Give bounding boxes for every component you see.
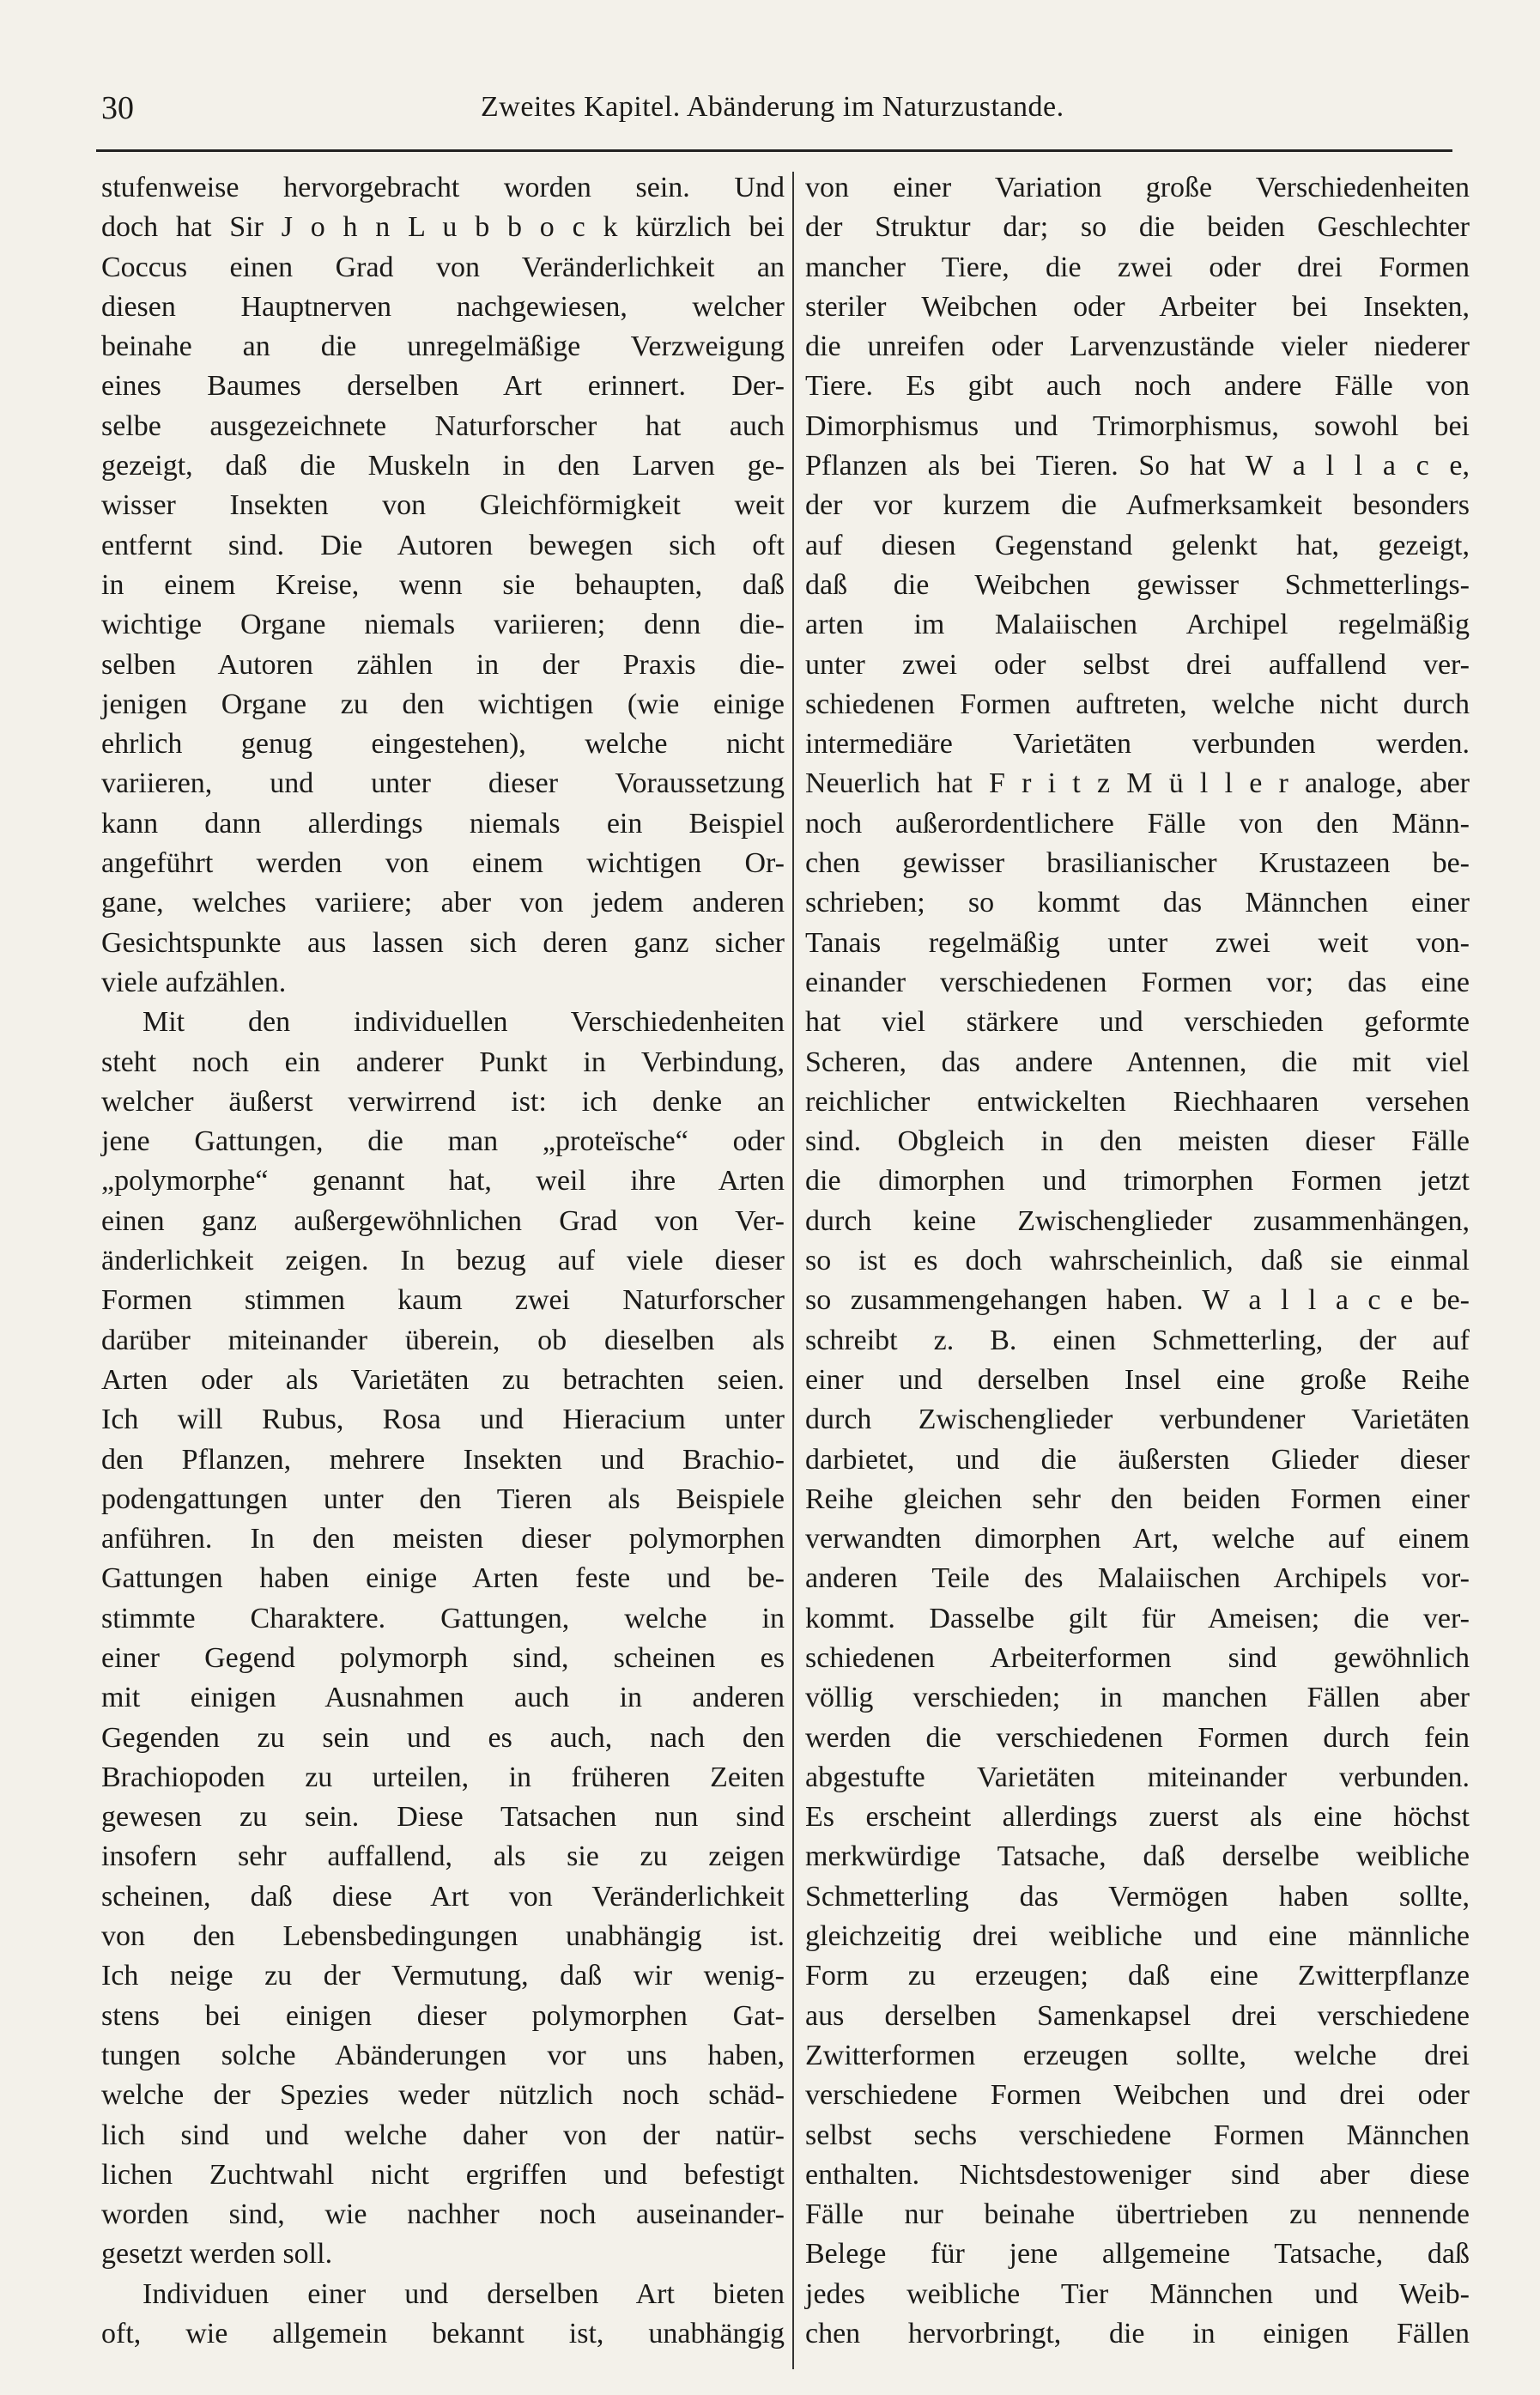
text-line: Belege für jene allgemeine Tatsache, daß bbox=[805, 2238, 1470, 2271]
text-line: auf diesen Gegenstand gelenkt hat, gezeigt, bbox=[805, 529, 1470, 561]
text-line: verschiedene Formen Weibchen und drei oder bbox=[805, 2079, 1470, 2112]
text-line: Tiere. Es gibt auch noch andere Fälle von bbox=[805, 370, 1470, 403]
running-title: Zweites Kapitel. Abänderung im Naturzustande. bbox=[481, 91, 1064, 123]
text-line: jene Gattungen, die man „proteïsche“ oder bbox=[101, 1125, 785, 1158]
text-line: Reihe gleichen sehr den beiden Formen einer bbox=[805, 1482, 1470, 1515]
text-line: worden sind, wie nachher noch auseinander- bbox=[101, 2198, 785, 2231]
text-line: merkwürdige Tatsache, daß derselbe weibliche bbox=[805, 1840, 1470, 1873]
text-line: die unreifen oder Larvenzustände vieler niederer bbox=[805, 330, 1470, 363]
text-line: einer Gegend polymorph sind, scheinen es bbox=[101, 1641, 785, 1674]
text-line: sind. Obgleich in den meisten dieser Fälle bbox=[805, 1125, 1470, 1158]
text-line: intermediäre Varietäten verbunden werden. bbox=[805, 728, 1470, 761]
text-line: doch hat Sir J o h n L u b b o c k kürzlich bei bbox=[101, 211, 785, 244]
text-line: Schmetterling das Vermögen haben sollte, bbox=[805, 1880, 1470, 1913]
right-column bbox=[805, 168, 1470, 2354]
text-line: von den Lebensbedingungen unabhängig ist. bbox=[101, 1920, 785, 1953]
page-number: 30 bbox=[101, 90, 134, 126]
text-line: durch Zwischenglieder verbundener Varietäten bbox=[805, 1404, 1470, 1436]
text-line: Arten oder als Varietäten zu betrachten seien. bbox=[101, 1363, 785, 1396]
text-line: eines Baumes derselben Art erinnert. Der- bbox=[101, 370, 785, 403]
text-line: gesetzt werden soll. bbox=[101, 2238, 333, 2271]
text-line: anführen. In den meisten dieser polymorphen bbox=[101, 1523, 785, 1555]
text-line: kann dann allerdings niemals ein Beispiel bbox=[101, 807, 785, 840]
text-line: änderlichkeit zeigen. In bezug auf viele dieser bbox=[101, 1245, 785, 1277]
text-line: so ist es doch wahrscheinlich, daß sie einmal bbox=[805, 1245, 1470, 1277]
text-line: werden die verschiedenen Formen durch fein bbox=[805, 1721, 1470, 1754]
text-line: ehrlich genug eingestehen), welche nicht bbox=[101, 728, 785, 761]
text-line: Es erscheint allerdings zuerst als eine höchst bbox=[805, 1801, 1470, 1834]
text-line: welcher äußerst verwirrend ist: ich denke an bbox=[101, 1085, 785, 1118]
text-line: tungen solche Abänderungen vor uns haben, bbox=[101, 2039, 785, 2071]
text-line: der Struktur dar; so die beiden Geschlechter bbox=[805, 211, 1470, 244]
text-line: selbe ausgezeichnete Naturforscher hat auch bbox=[101, 409, 785, 442]
text-line: durch keine Zwischenglieder zusammenhängen, bbox=[805, 1204, 1470, 1237]
text-line: mancher Tiere, die zwei oder drei Formen bbox=[805, 251, 1470, 283]
text-line: steriler Weibchen oder Arbeiter bei Insekten, bbox=[805, 290, 1470, 323]
text-line: gleichzeitig drei weibliche und eine männliche bbox=[805, 1920, 1470, 1953]
text-line: so zusammengehangen haben. W a l l a c e be- bbox=[805, 1284, 1470, 1317]
text-line: abgestufte Varietäten miteinander verbunden. bbox=[805, 1761, 1470, 1793]
text-line: einander verschiedenen Formen vor; das eine bbox=[805, 966, 1470, 998]
text-line: gane, welches variiere; aber von jedem anderen bbox=[101, 887, 785, 919]
text-line: stufenweise hervorgebracht worden sein. Und bbox=[101, 172, 785, 203]
text-line: podengattungen unter den Tieren als Beispiele bbox=[101, 1482, 785, 1515]
text-line: kommt. Dasselbe gilt für Ameisen; die ver- bbox=[805, 1602, 1470, 1634]
text-line: Formen stimmen kaum zwei Naturforscher bbox=[101, 1284, 785, 1317]
text-line: selben Autoren zählen in der Praxis die- bbox=[101, 648, 785, 681]
header-rule bbox=[96, 149, 1452, 152]
text-line: verwandten dimorphen Art, welche auf einem bbox=[805, 1523, 1470, 1555]
text-line: viele aufzählen. bbox=[101, 966, 287, 998]
text-line: diesen Hauptnerven nachgewiesen, welcher bbox=[101, 290, 785, 323]
text-line: gewesen zu sein. Diese Tatsachen nun sind bbox=[101, 1801, 785, 1834]
text-line: einen ganz außergewöhnlichen Grad von Ver- bbox=[101, 1204, 785, 1237]
text-line: variieren, und unter dieser Voraussetzung bbox=[101, 767, 785, 800]
text-line: daß die Weibchen gewisser Schmetterlings- bbox=[805, 568, 1470, 601]
text-line: Dimorphismus und Trimorphismus, sowohl bei bbox=[805, 409, 1470, 442]
text-line: in einem Kreise, wenn sie behaupten, daß bbox=[101, 568, 785, 601]
text-line: Tanais regelmäßig unter zwei weit von- bbox=[805, 926, 1470, 959]
text-line: arten im Malaiischen Archipel regelmäßig bbox=[805, 609, 1470, 641]
text-line: stimmte Charaktere. Gattungen, welche in bbox=[101, 1602, 785, 1634]
text-line: schrieben; so kommt das Männchen einer bbox=[805, 887, 1470, 919]
text-line: völlig verschieden; in manchen Fällen aber bbox=[805, 1682, 1470, 1714]
text-line: Zwitterformen erzeugen sollte, welche drei bbox=[805, 2039, 1470, 2071]
text-line: jenigen Organe zu den wichtigen (wie einige bbox=[101, 688, 785, 720]
text-line: steht noch ein anderer Punkt in Verbindung, bbox=[101, 1046, 785, 1078]
text-line: aus derselben Samenkapsel drei verschiedene bbox=[805, 1999, 1470, 2032]
text-line: Pflanzen als bei Tieren. So hat W a l l a c e, bbox=[805, 450, 1470, 482]
text-line: jedes weibliche Tier Männchen und Weib- bbox=[805, 2277, 1470, 2310]
text-line: von einer Variation große Verschiedenheiten bbox=[805, 172, 1470, 203]
text-line: anderen Teile des Malaiischen Archipels vor- bbox=[805, 1562, 1470, 1595]
text-line: scheinen, daß diese Art von Veränderlichkeit bbox=[101, 1880, 785, 1913]
text-line: schreibt z. B. einen Schmetterling, der auf bbox=[805, 1324, 1470, 1356]
text-line: „polymorphe“ genannt hat, weil ihre Arten bbox=[101, 1165, 785, 1198]
text-line: Brachiopoden zu urteilen, in früheren Zeiten bbox=[101, 1761, 785, 1793]
text-line: Scheren, das andere Antennen, die mit viel bbox=[805, 1046, 1470, 1078]
text-line: insofern sehr auffallend, als sie zu zeigen bbox=[101, 1840, 785, 1873]
text-line: den Pflanzen, mehrere Insekten und Brachio- bbox=[101, 1443, 785, 1476]
text-line: selbst sechs verschiedene Formen Männchen bbox=[805, 2119, 1470, 2151]
column-separator bbox=[792, 172, 794, 2369]
text-line: enthalten. Nichtsdestoweniger sind aber diese bbox=[805, 2158, 1470, 2191]
text-line: Fälle nur beinahe übertrieben zu nennende bbox=[805, 2198, 1470, 2231]
text-line: entfernt sind. Die Autoren bewegen sich oft bbox=[101, 529, 785, 561]
text-line: reichlicher entwickelten Riechhaaren versehen bbox=[805, 1085, 1470, 1118]
text-line: die dimorphen und trimorphen Formen jetzt bbox=[805, 1165, 1470, 1198]
text-line: chen gewisser brasilianischer Krustazeen be- bbox=[805, 847, 1470, 880]
text-line: Mit den individuellen Verschiedenheiten bbox=[142, 1006, 785, 1039]
text-line: darbietet, und die äußersten Glieder dieser bbox=[805, 1443, 1470, 1476]
text-line: darüber miteinander überein, ob dieselben als bbox=[101, 1324, 785, 1356]
text-line: oft, wie allgemein bekannt ist, unabhängig bbox=[101, 2318, 785, 2350]
text-line: der vor kurzem die Aufmerksamkeit besonders bbox=[805, 489, 1470, 522]
text-line: Gattungen haben einige Arten feste und be- bbox=[101, 1562, 785, 1595]
text-line: stens bei einigen dieser polymorphen Gat- bbox=[101, 1999, 785, 2032]
text-line: Ich neige zu der Vermutung, daß wir wenig- bbox=[101, 1960, 785, 1992]
text-line: beinahe an die unregelmäßige Verzweigung bbox=[101, 330, 785, 363]
text-line: unter zwei oder selbst drei auffallend ver- bbox=[805, 648, 1470, 681]
text-line: Gesichtspunkte aus lassen sich deren ganz sicher bbox=[101, 926, 785, 959]
text-line: Individuen einer und derselben Art bieten bbox=[142, 2277, 785, 2310]
text-line: schiedenen Arbeiterformen sind gewöhnlich bbox=[805, 1641, 1470, 1674]
text-line: hat viel stärkere und verschieden geformte bbox=[805, 1006, 1470, 1039]
text-line: lich sind und welche daher von der natür- bbox=[101, 2119, 785, 2151]
text-line: schiedenen Formen auftreten, welche nicht durch bbox=[805, 688, 1470, 720]
text-line: Ich will Rubus, Rosa und Hieracium unter bbox=[101, 1404, 785, 1436]
text-line: Neuerlich hat F r i t z M ü l l e r analoge, aber bbox=[805, 767, 1470, 800]
text-line: lichen Zuchtwahl nicht ergriffen und befestigt bbox=[101, 2158, 785, 2191]
text-line: angeführt werden von einem wichtigen Or- bbox=[101, 847, 785, 880]
text-line: mit einigen Ausnahmen auch in anderen bbox=[101, 1682, 785, 1714]
left-column bbox=[101, 168, 785, 2354]
text-line: Coccus einen Grad von Veränderlichkeit an bbox=[101, 251, 785, 283]
text-line: Form zu erzeugen; daß eine Zwitterpflanze bbox=[805, 1960, 1470, 1992]
text-line: welche der Spezies weder nützlich noch schäd- bbox=[101, 2079, 785, 2112]
text-line: gezeigt, daß die Muskeln in den Larven ge- bbox=[101, 450, 785, 482]
text-line: einer und derselben Insel eine große Reihe bbox=[805, 1363, 1470, 1396]
text-line: chen hervorbringt, die in einigen Fällen bbox=[805, 2318, 1470, 2350]
text-line: Gegenden zu sein und es auch, nach den bbox=[101, 1721, 785, 1754]
text-line: noch außerordentlichere Fälle von den Männ- bbox=[805, 807, 1470, 840]
text-line: wisser Insekten von Gleichförmigkeit weit bbox=[101, 489, 785, 522]
text-line: wichtige Organe niemals variieren; denn die- bbox=[101, 609, 785, 641]
